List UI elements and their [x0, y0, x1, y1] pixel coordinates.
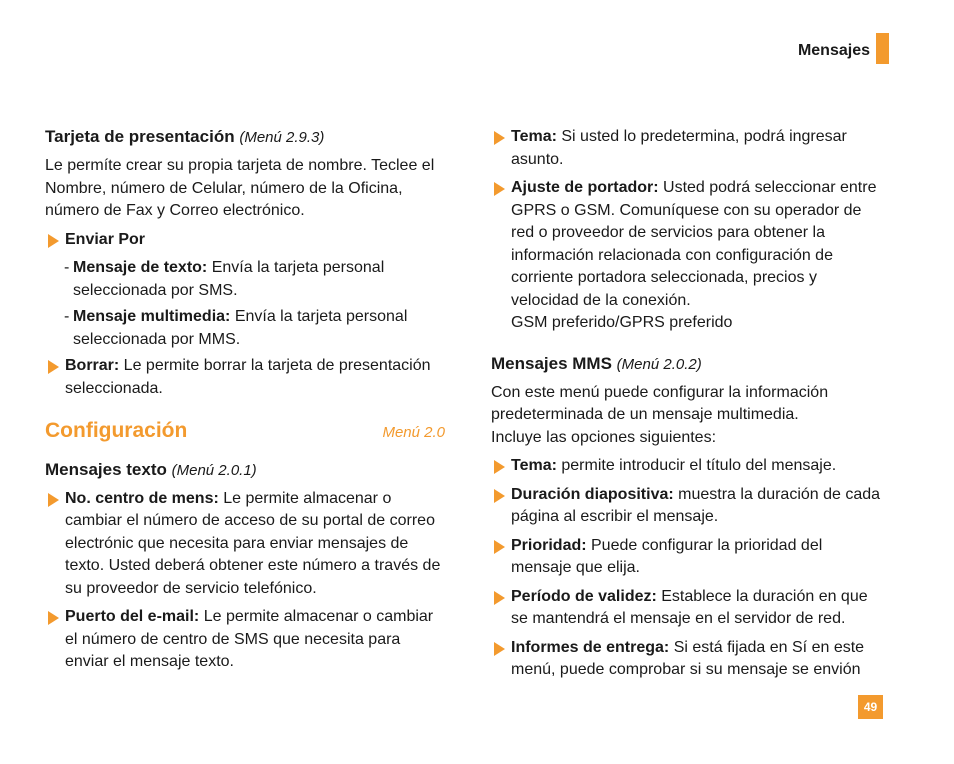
ajuste-label: Ajuste de portador: — [511, 179, 659, 196]
borrar-text: Le permite borrar la tarjeta de presentación seleccionada. — [65, 357, 431, 397]
arrow-icon — [48, 493, 59, 507]
borrar-label: Borrar: — [65, 357, 120, 374]
mms-validez-bullet — [491, 586, 886, 631]
mms-b1-label: Tema: — [511, 457, 557, 474]
mensajes-texto-menu: (Menú 2.0.1) — [171, 461, 257, 479]
tarjeta-heading — [45, 126, 445, 149]
ajuste-bullet — [491, 177, 886, 335]
ajuste-text: Usted podrá seleccionar entre GPRS o GSM. Comuníquese con su operador de red o proveedor de servicios para obtener la información relacionada con configuración de corriente portadora seleccionada, precios y velocidad de la conexión. — [511, 179, 877, 309]
ajuste-extra: GSM preferido/GPRS preferido — [511, 314, 733, 331]
sub2-label: Mensaje multimedia: — [73, 308, 231, 325]
enviar-label: Enviar Por — [65, 230, 146, 248]
arrow-icon — [494, 182, 505, 196]
arrow-icon — [48, 611, 59, 625]
enviar-bullet — [45, 229, 445, 252]
b1-label: No. centro de mens: — [65, 489, 219, 507]
tema-label: Tema: — [511, 128, 557, 145]
sub1-label: Mensaje de texto: — [73, 259, 208, 276]
arrow-icon — [48, 234, 59, 248]
enviar-sub-texto: - Mensaje de texto: Envía la tarjeta personal seleccionada por SMS. — [64, 259, 385, 299]
config-heading — [45, 420, 445, 445]
page-number: 49 — [858, 695, 883, 719]
mensajes-texto-title: Mensajes texto — [45, 459, 167, 479]
b2-text: Le permite almacenar o cambiar el número de centro de SMS que necesita para enviar el mensaje texto. — [65, 608, 434, 670]
arrow-icon — [494, 642, 505, 656]
mms-b1-text: permite introducir el título del mensaje. — [556, 457, 837, 474]
sub1-text: Envía la tarjeta personal seleccionada por SMS. — [73, 259, 385, 299]
mms-b4-label: Período de validez: — [511, 587, 657, 605]
mms-menu: (Menú 2.0.2) — [616, 355, 702, 373]
mms-b5-label: Informes de entrega: — [511, 638, 670, 656]
mms-heading — [491, 353, 886, 376]
mms-b3-label: Prioridad: — [511, 536, 587, 554]
arrow-icon — [48, 360, 59, 374]
mms-duracion-bullet — [491, 484, 886, 529]
b2-label: Puerto del e-mail: — [65, 608, 200, 625]
mms-informes-bullet — [491, 637, 886, 682]
mms-tema-bullet — [491, 455, 886, 478]
arrow-icon — [494, 540, 505, 554]
centro-mens-bullet — [45, 488, 445, 601]
tarjeta-menu: (Menú 2.9.3) — [239, 129, 325, 146]
tema-bullet — [491, 126, 886, 171]
section-header: Mensajes — [797, 42, 870, 59]
mms-prioridad-bullet — [491, 535, 886, 580]
mms-b2-text: muestra la duración de cada página al escribir el mensaje. — [511, 485, 881, 525]
tarjeta-desc: Le permíte crear su propia tarjeta de nombre. Teclee el Nombre, número de Celular, número de la Oficina, número de Fax y Correo electrónico. — [45, 157, 435, 219]
mms-b4-text: Establece la duración en que se mantendrá el mensaje en el servidor de red. — [511, 587, 868, 627]
mensajes-texto-heading — [45, 459, 445, 482]
enviar-sub-multimedia: - Mensaje multimedia: Envía la tarjeta personal seleccionada por MMS. — [64, 308, 408, 348]
arrow-icon — [494, 131, 505, 145]
left-column — [45, 126, 445, 680]
mms-desc1: Con este menú puede configurar la información predeterminada de un mensaje multimedia. — [491, 383, 829, 423]
section-tab-marker — [876, 33, 889, 64]
mms-b3-text: Puede configurar la prioridad del mensaje que elija. — [511, 536, 823, 576]
mms-b5-text: Si está fijada en Sí en este menú, puede comprobar si su mensaje se envión — [511, 638, 865, 678]
arrow-icon — [494, 460, 505, 474]
mms-title: Mensajes MMS — [491, 353, 612, 373]
right-column — [491, 126, 886, 688]
arrow-icon — [494, 591, 505, 605]
puerto-email-bullet — [45, 606, 445, 674]
borrar-bullet — [45, 355, 445, 400]
arrow-icon — [494, 489, 505, 503]
sub2-text: Envía la tarjeta personal seleccionada por MMS. — [73, 308, 408, 348]
tarjeta-title: Tarjeta de presentación — [45, 127, 235, 146]
config-title: Configuración — [45, 419, 188, 442]
mms-b2-label: Duración diapositiva: — [511, 485, 674, 503]
tema-text: Si usted lo predetermina, podrá ingresar asunto. — [511, 128, 847, 168]
mms-desc2: Incluye las opciones siguientes: — [491, 428, 717, 446]
b1-text: Le permite almacenar o cambiar el número de acceso de su portal de correo electrónic que necesita para enviar mensajes de texto. Usted deberá obtener este número a través de su proveedor de servicio telefónico. — [65, 489, 441, 597]
config-menu: Menú 2.0 — [382, 424, 445, 441]
